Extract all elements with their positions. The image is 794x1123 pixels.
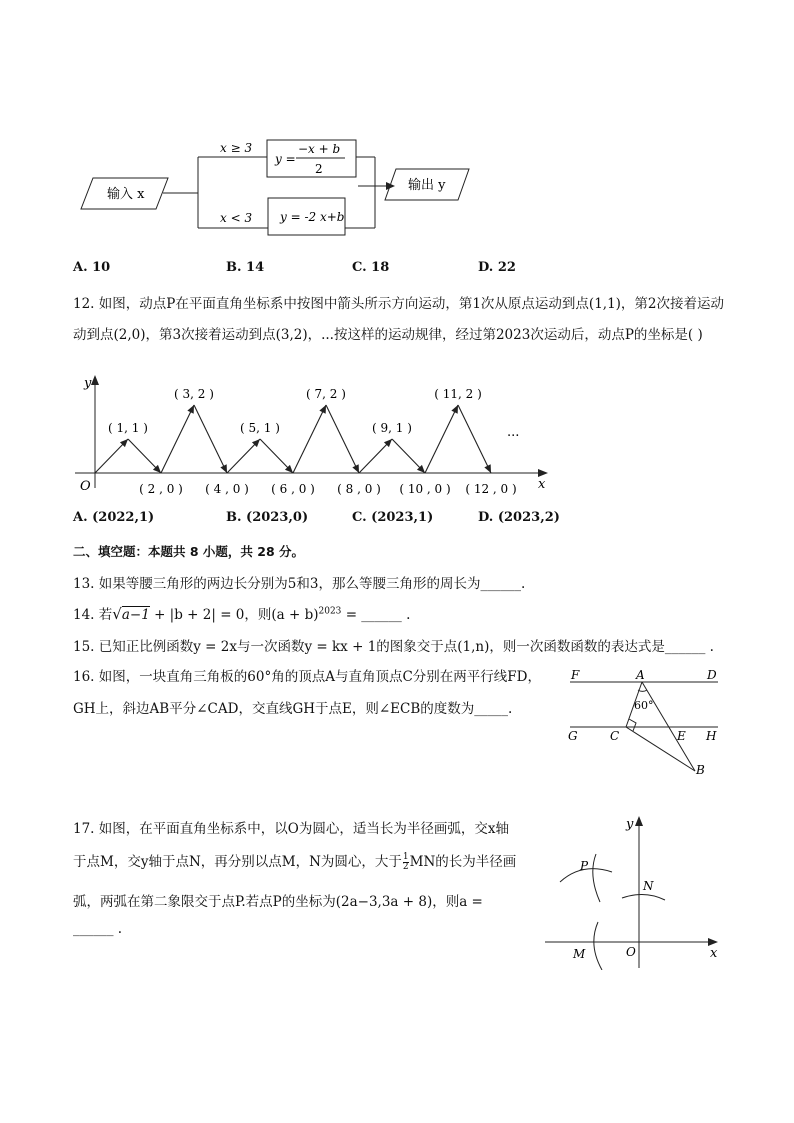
q12-option-b: B. (2023,0)	[226, 510, 309, 525]
label-f: F	[571, 668, 580, 682]
q13-text: 13. 如果等腰三角形的两边长分别为5和3，那么等腰三角形的周长为______.	[73, 576, 526, 592]
flow-output-label: 输出 y	[408, 178, 446, 193]
q17-x-label: x	[710, 946, 718, 961]
point-label-5: ( 5, 1 )	[240, 421, 280, 435]
q17-label-n: N	[643, 879, 654, 893]
q11-option-d: D. 22	[478, 260, 516, 275]
q16-line2: GH上，斜边AB平分∠CAD，交直线GH于点E，则∠ECB的度数为_____.	[73, 701, 513, 717]
flowchart-figure	[0, 0, 794, 250]
label-c: C	[610, 729, 620, 743]
q17-line2	[73, 850, 516, 872]
q17-line4: ______ .	[73, 921, 123, 937]
point-label-6: ( 6 , 0 )	[271, 482, 315, 496]
q17-line2b: MN的长为半径画	[409, 854, 517, 870]
arc-m	[594, 922, 602, 970]
point-label-11: ( 11, 2 )	[434, 387, 482, 401]
move-segment-4	[194, 405, 227, 473]
q11-option-c: C. 18	[352, 260, 390, 275]
point-label-9: ( 9, 1 )	[372, 421, 412, 435]
q17-frac-den: 2	[402, 862, 409, 872]
q12-line2: 动到点(2,0)，第3次接着运动到点(3,2)，...按这样的运动规律，经过第2023次运动后，动点P的坐标是( )	[73, 327, 703, 343]
angle-60-label: 60°	[634, 699, 654, 712]
q11-option-b: B. 14	[226, 260, 265, 275]
point-label-10: ( 10 , 0 )	[399, 482, 451, 496]
flow-formula-bottom: y = -2 x+b	[280, 210, 345, 224]
label-a: A	[636, 668, 645, 682]
q11-option-a: A. 10	[73, 260, 111, 275]
flow-input-label: 输入 x	[107, 187, 145, 202]
q14-exponent: 2023	[318, 606, 342, 617]
point-label-2: ( 2 , 0 )	[139, 482, 183, 496]
point-label-7: ( 7, 2 )	[306, 387, 346, 401]
q14-radicand: a−1	[121, 607, 150, 623]
q14-text	[73, 603, 410, 623]
q17-label-m: M	[573, 947, 586, 961]
q12-zigzag-chart	[0, 370, 794, 505]
move-segment-8	[326, 405, 359, 473]
q17-line1: 17. 如图，在平面直角坐标系中，以O为圆心，适当长为半径画弧，交x轴	[73, 821, 509, 837]
q14-suffix: = ______ .	[341, 607, 411, 623]
label-h: H	[706, 729, 717, 743]
label-g: G	[568, 729, 578, 743]
arc-p-from-n	[593, 854, 600, 902]
q17-fraction	[403, 853, 409, 872]
flow-formula-top-lhs: y =	[275, 152, 296, 166]
x-axis-label: x	[538, 477, 546, 492]
ellipsis: ...	[507, 425, 520, 440]
q14-prefix: 14. 若	[73, 607, 113, 623]
section-2-heading: 二、填空题：本题共 8 小题，共 28 分。	[73, 544, 305, 559]
q14-sqrt-sign: √	[112, 605, 122, 623]
q17-line3: 弧，两弧在第二象限交于点P.若点P的坐标为(2a−3,3a + 8)，则a =	[73, 894, 483, 910]
origin-label: O	[80, 479, 91, 494]
q12-option-c: C. (2023,1)	[352, 510, 434, 525]
point-label-3: ( 3, 2 )	[174, 387, 214, 401]
point-label-8: ( 8 , 0 )	[337, 482, 381, 496]
label-b: B	[696, 763, 705, 777]
q12-option-a: A. (2022,1)	[73, 510, 155, 525]
point-label-12: ( 12 , 0 )	[465, 482, 517, 496]
move-segment-12	[458, 405, 491, 473]
q16-line1: 16. 如图，一块直角三角板的60°角的顶点A与直角顶点C分别在两平行线FD，	[73, 669, 541, 685]
q12-option-d: D. (2023,2)	[478, 510, 560, 525]
q17-line2a: 于点M，交y轴于点N，再分别以点M，N为圆心，大于	[73, 854, 402, 870]
q17-frac-num: 1	[402, 852, 409, 862]
move-segment-7	[293, 405, 326, 473]
flow-cond-bottom: x < 3	[220, 211, 253, 225]
flow-formula-top-num: −x + b	[298, 142, 341, 156]
q15-text: 15. 已知正比例函数y = 2x与一次函数y = kx + 1的图象交于点(1,n)，则一次函数函数的表达式是______ .	[73, 639, 714, 655]
label-d: D	[707, 668, 717, 682]
q16-triangle-figure	[560, 660, 730, 785]
q17-origin-label: O	[626, 945, 636, 959]
q17-y-label: y	[626, 817, 634, 832]
q12-line1: 12. 如图，动点P在平面直角坐标系中按图中箭头所示方向运动，第1次从原点运动到点(1,1)，第2次接着运动	[73, 296, 725, 312]
q17-label-p: P	[580, 859, 589, 873]
point-label-4: ( 4 , 0 )	[205, 482, 249, 496]
q14-middle: + |b + 2| = 0，则(a + b)	[149, 607, 319, 623]
q17-axes-figure	[540, 810, 730, 970]
y-axis-label: y	[84, 376, 92, 391]
label-e: E	[677, 729, 686, 743]
move-segment-11	[425, 405, 458, 473]
flow-cond-top: x ≥ 3	[220, 141, 253, 155]
arc-n	[622, 894, 665, 900]
flow-formula-top-den: 2	[315, 162, 323, 176]
move-segment-3	[161, 405, 194, 473]
point-label-1: ( 1, 1 )	[108, 421, 148, 435]
